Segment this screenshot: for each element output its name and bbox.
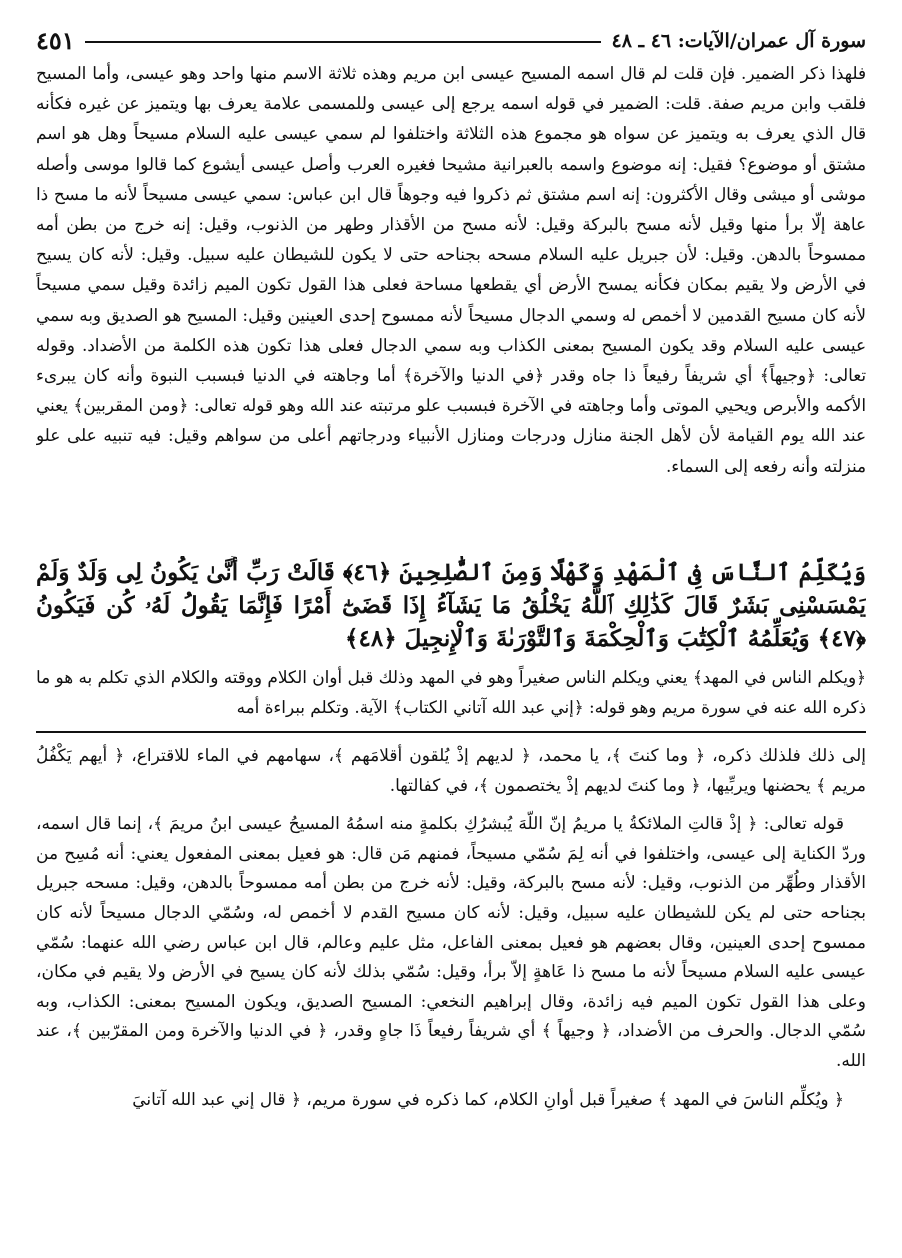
commentary-upper [36, 58, 866, 550]
page-number: ٤٥١ [36, 26, 75, 55]
footnote-paragraph: إلى ذلك فلذلك ذكره، ﴿ وما كنتَ ﴾، يا محمد، ﴿ لديهم إذْ يُلقون أقلامَهم ﴾، سهامهم في الماء للاقتراع، ﴿ أيهم يَكْفُلُ مريم ﴾ يحضنها ويربِّيها، ﴿ وما كنتَ لديهم إذْ يختصمون ﴾، في كفالتها. [36, 746, 866, 796]
surah-title: سورة آل عمران/الآيات: ٤٦ ـ ٤٨ [611, 30, 866, 52]
explanation-paragraph: ﴿ويكلم الناس في المهد﴾ يعني ويكلم الناس صغيراً وهو في المهد وذلك قبل أوان الكلام ووقته والكلام الذي تكلم به هو ما ذكره الله عنه في سورة مريم وهو قوله: ﴿إني عبد الله آتاني الكتاب﴾ الآية. وتكلم ببراءة أمه [36, 667, 866, 717]
footnote-commentary [36, 742, 866, 1252]
footnote-paragraph: ﴿ ويُكلِّم الناسَ في المهد ﴾ صغيراً قبل أوانِ الكلام، كما ذكره في سورة مريم، ﴿ قال إني عبد الله آتانيَ [132, 1089, 844, 1110]
verse-explanation [36, 662, 866, 724]
commentary-paragraph: فلهذا ذكر الضمير. فإن قلت لم قال اسمه المسيح عيسى ابن مريم وهذه ثلاثة الاسم منها واحد وهو عيسى، وأما المسيح فلقب وابن مريم صفة. قلت: الضمير في قوله اسمه يرجع إلى عيسى وللمسمى علامة يعرف بها ويتميز عن غيره فكأنه قال الذي يعرف به ويتميز عن سواه هو مجموع هذه الثلاثة واختلفوا لم سمي عيسى عليه السلام مسيحاً وهل هو اسم مشتق أو موضوع؟ فقيل: إنه موضوع واسمه بالعبرانية مشيحا فغيره العرب وأصل عيسى أيشوع كما قالوا موسى وأصله موشى أو ميشى وقال الأكثرون: إنه اسم مشتق ثم ذكروا فيه وجوهاً قال ابن عباس: سمي عيسى مسيحاً لأنه ما مسح ذا عاهة إلّا برأ منها وقيل لأنه مسح بالبركة وقيل: لأنه مسح من الأقذار وطهر من الذنوب، وقيل: إنه خرج من بطن أمه ممسوحاً بالدهن. وقيل: لأن جبريل عليه السلام مسحه بجناحه حتى لا يكون للشيطان عليه سبيل. وقيل: لأنه كان يسيح في الأرض ولا يقيم بمكان فكأنه يمسح الأرض أي يقطعها مساحة فعلى هذا القول تكون الميم زائدة وقيل سمي مسيحاً لأنه كان مسيح القدمين لا أخمص له وسمي الدجال مسيحاً لأنه ممسوح إحدى العينين وقيل: المسيح هو الصديق وبه سمي عيسى عليه السلام وقد يكون المسيح بمعنى الكذاب وبه سمي الدجال فعلى هذا تكون هذه الكلمة من الأضداد. وقوله تعالى: ﴿وجيهاً﴾ أي شريفاً رفيعاً ذا جاه وقدر ﴿في الدنيا والآخرة﴾ أما وجاهته في الدنيا فبسبب النبوة وأنه كان يبرىء الأكمه والأبرص ويحيي الموتى وأما وجاهته في الآخرة فبسبب علو مرتبته عند الله وهو قوله تعالى: ﴿ومن المقربين﴾ يعني عند الله يوم القيامة لأن لأهل الجنة منازل ودرجات ومنازل الأنبياء ودرجاتهم أعلى من سواهم وقيل: فيه تنبيه على علو منزلته وأنه رفعه إلى السماء. [36, 63, 866, 476]
footnote-paragraph: قوله تعالى: ﴿ إذْ قالتِ الملائكةُ يا مريمُ إنّ اللّهَ يُبشرُكِ بكلمةٍ منه اسمُهُ المسيحُ عيسى ابنُ مريمَ ﴾، إنما قال اسمه، وردّ الكناية إلى عيسى، واختلفوا في أنه لِمَ سُمّي مسيحاً، فمنهم مَن قال: هو فعيل بمعنى المفعول يعني: أنه مُسِح من الأقذار وطُهِّر من الذنوب، وقيل: لأنه مسح بالبركة، وقيل: لأنه خرج من بطن أمه ممسوحاً بالدهن، وقيل: مسحه جبريل بجناحه حتى لم يكن للشيطان عليه سبيل، وقيل: لأنه كان مسيح القدم لا أخمص له، وسُمّي الدجال مسيحاً لأنه كان ممسوح إحدى العينين، وقال بعضهم هو فعيل بمعنى الفاعل، مثل عليم وعالم، قال ابن عباس رضي الله عنهما: سُمّي عيسى عليه السلام مسيحاً لأنه ما مسح ذا عَاهةٍ إلاّ برأ، وقيل: سُمّي بذلك لأنه كان يسيح في الأرض ولا يقيم في مكان، وعلى هذا القول تكون الميم فيه زائدة، وقال إبراهيم النخعي: المسيح الصديق، ويكون المسيح بمعنى: الكذاب، وبه سُمّي الدجال. والحرف من الأضداد، ﴿ وجيهاً ﴾ أي شريفاً رفيعاً ذَا جاهٍ وقدر، ﴿ في الدنيا والآخرة ومن المقرّبين ﴾، عند الله. [36, 814, 866, 1071]
section-divider [36, 731, 866, 733]
quran-verse-block [36, 556, 866, 660]
header-rule [85, 41, 602, 43]
page-header [36, 16, 866, 56]
quran-verse: وَيُكَلِّمُ ٱلنَّاسَ فِى ٱلْمَهْدِ وَكَهْلًا وَمِنَ ٱلصَّٰلِحِينَ ﴿٤٦﴾ قَالَتْ رَبِّ أَنَّىٰ يَكُونُ لِى وَلَدٌ وَلَمْ يَمْسَسْنِى بَشَرٌ قَالَ كَذَٰلِكِ ٱللَّهُ يَخْلُقُ مَا يَشَآءُ إِذَا قَضَىٰٓ أَمْرًا فَإِنَّمَا يَقُولُ لَهُۥ كُن فَيَكُونُ ﴿٤٧﴾ وَيُعَلِّمُهُ ٱلْكِتَٰبَ وَٱلْحِكْمَةَ وَٱلتَّوْرَىٰةَ وَٱلْإِنجِيلَ ﴿٤٨﴾ [36, 559, 866, 652]
